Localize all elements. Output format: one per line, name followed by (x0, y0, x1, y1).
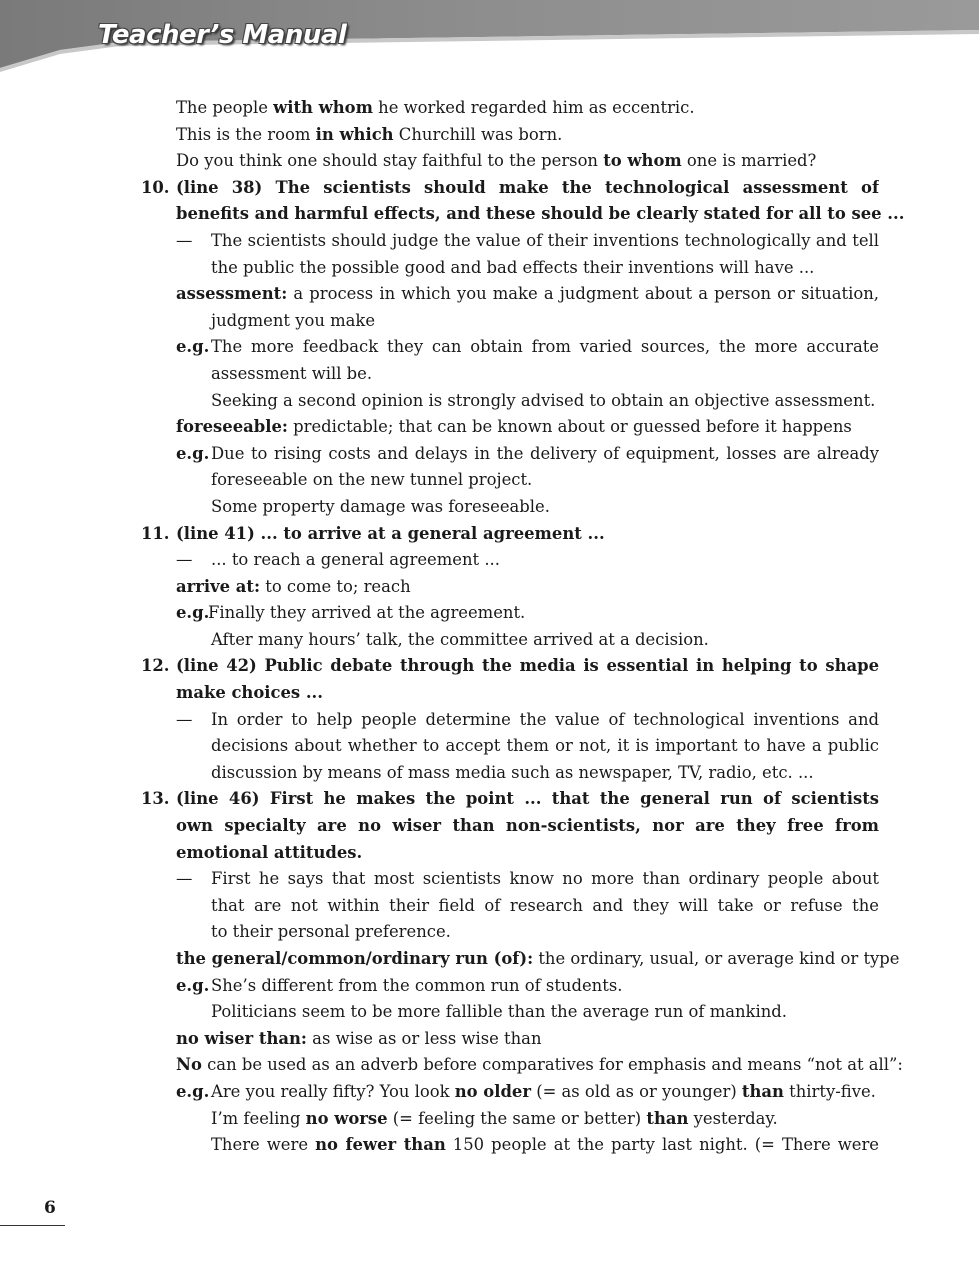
example-line: e.g. Finally they arrived at the agreement. (176, 603, 526, 623)
definition-line: arrive at: to come to; reach (176, 576, 411, 596)
example-line: There were no fewer than 150 people at the party last night. (= There were (211, 1135, 879, 1155)
example-line: Some property damage was foreseeable. (211, 496, 550, 516)
paraphrase-line: to their personal preference. (211, 922, 451, 942)
definition-line: No can be used as an adverb before comparatives for emphasis and means “not at all”: (176, 1055, 903, 1075)
note-heading: 12. (line 42) Public debate through the media is essential in helping to shape (141, 656, 879, 676)
document-body (0, 95, 979, 1159)
header-title: Teacher’s Manual (98, 20, 347, 50)
note-heading: 13. (line 46) First he makes the point ... that the general run of scientists (141, 789, 879, 809)
paraphrase-line: — First he says that most scientists know no more than ordinary people about (176, 869, 879, 889)
example-line: e.g. Are you really fifty? You look no older (= as old as or younger) than thirty-five. (176, 1081, 876, 1101)
note-heading: benefits and harmful effects, and these should be clearly stated for all to see ... (176, 204, 905, 224)
example-line: After many hours’ talk, the committee arrived at a decision. (211, 629, 709, 649)
example-line: e.g. She’s different from the common run of students. (176, 975, 623, 995)
paraphrase-line: decisions about whether to accept them or not, it is important to have a public (211, 736, 879, 756)
note-heading: make choices ... (176, 683, 323, 703)
note-heading: own specialty are no wiser than non-scientists, nor are they free from (176, 816, 879, 836)
definition-line: foreseeable: predictable; that can be known about or guessed before it happens (176, 417, 852, 437)
example-line: This is the room in which Churchill was born. (176, 124, 563, 144)
example-line: Politicians seem to be more fallible than the average run of mankind. (211, 1002, 787, 1022)
paraphrase-line: — In order to help people determine the value of technological inventions and (176, 709, 879, 729)
definition-line: no wiser than: as wise as or less wise than (176, 1028, 542, 1048)
paraphrase-line: — ... to reach a general agreement ... (176, 550, 500, 570)
note-heading: 10. (line 38) The scientists should make the technological assessment of (141, 177, 879, 197)
example-line: e.g. Due to rising costs and delays in the delivery of equipment, losses are already (176, 443, 879, 463)
example-line: The people with whom he worked regarded him as eccentric. (176, 98, 695, 117)
example-line: Do you think one should stay faithful to the person to whom one is married? (176, 151, 817, 171)
definition-line: judgment you make (211, 310, 376, 330)
example-line: foreseeable on the new tunnel project. (211, 470, 533, 490)
paraphrase-line: discussion by means of mass media such as newspaper, TV, radio, etc. ... (211, 762, 814, 782)
page-number-rule (0, 1225, 65, 1226)
note-heading: 11. (line 41) ... to arrive at a general agreement ... (141, 523, 605, 543)
paraphrase-line: the public the possible good and bad effects their inventions will have ... (211, 257, 815, 277)
definition-line: assessment: a process in which you make a judgment about a person or situation, (176, 284, 879, 304)
paraphrase-line: — The scientists should judge the value of their inventions technologically and tell (176, 230, 879, 250)
example-line: assessment will be. (211, 363, 373, 383)
page-number: 6 (44, 1198, 56, 1218)
example-line: I’m feeling no worse (= feeling the same or better) than yesterday. (211, 1108, 778, 1128)
example-line: e.g. The more feedback they can obtain from varied sources, the more accurate (176, 337, 879, 357)
note-heading: emotional attitudes. (176, 842, 363, 862)
paraphrase-line: that are not within their field of research and they will take or refuse the (211, 895, 879, 915)
definition-line: the general/common/ordinary run (of): the ordinary, usual, or average kind or type (176, 949, 900, 968)
example-line: Seeking a second opinion is strongly advised to obtain an objective assessment. (211, 390, 876, 410)
